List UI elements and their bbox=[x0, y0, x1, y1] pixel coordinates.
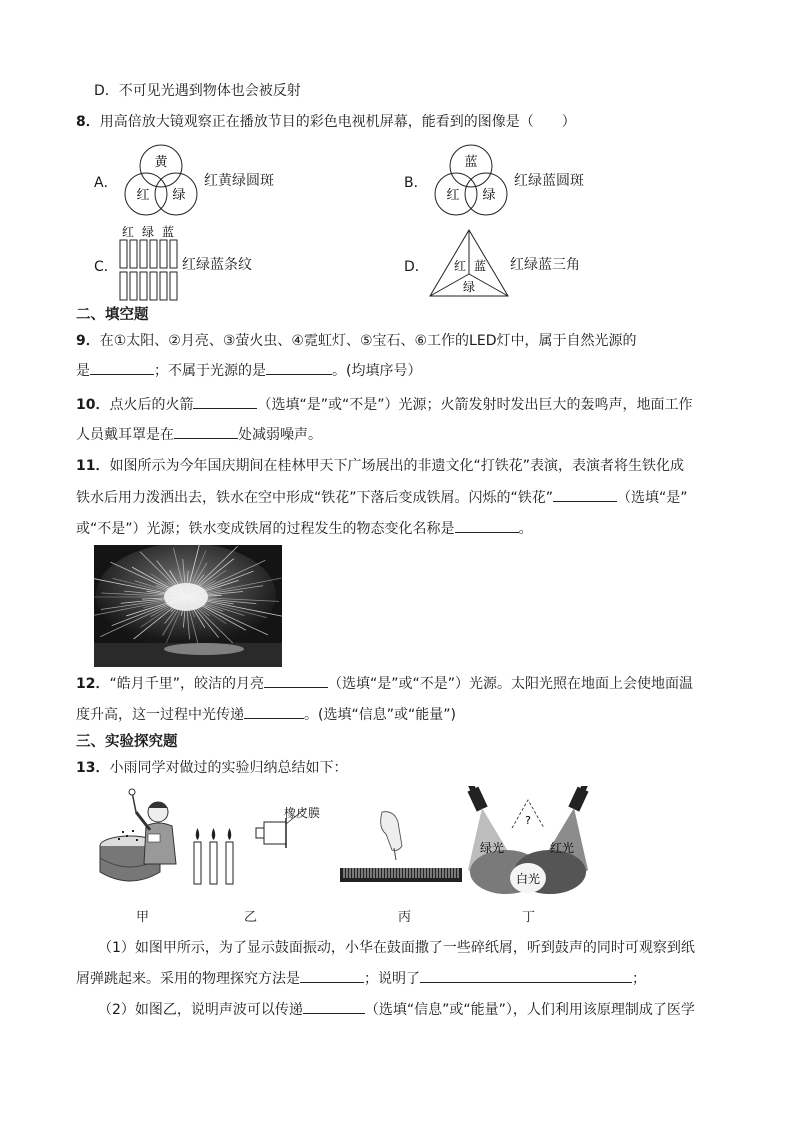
q8-option-b-figure bbox=[428, 142, 514, 220]
q8-b-right-label: 绿 bbox=[482, 188, 496, 203]
q13-fig-label-ding: 丁 bbox=[522, 910, 536, 925]
q9-blank-1[interactable] bbox=[90, 360, 154, 375]
stripe-bar bbox=[120, 272, 127, 300]
stripe-bar bbox=[150, 240, 157, 268]
q8-option-b-label: 红绿蓝圆斑 bbox=[514, 173, 584, 189]
q8-option-c-figure bbox=[118, 224, 182, 304]
stripe-bar bbox=[120, 240, 127, 268]
q13-stem: 13．小雨同学对做过的实验归纳总结如下： bbox=[76, 760, 348, 776]
q9-blank-2[interactable] bbox=[266, 360, 332, 375]
q8-d-right-label: 蓝 bbox=[473, 259, 487, 273]
q11-blank-1[interactable] bbox=[553, 487, 617, 502]
q13-fig-label-yi: 乙 bbox=[244, 910, 258, 925]
q13-figure-ding-light-mixing bbox=[462, 786, 594, 904]
stripe-bar bbox=[170, 240, 177, 268]
q11-line-1: 11．如图所示为今年国庆期间在桂林甲天下广场展出的非遗文化“打铁花”表演，表演者将生铁化成 bbox=[76, 458, 684, 474]
q8-a-top-label: 黄 bbox=[154, 155, 168, 170]
q12-line-2: 度升高，这一过程中光传递 。(选填“信息”或“能量”) bbox=[76, 704, 456, 725]
q9-line-2: 是 ；不属于光源的是 。(均填序号） bbox=[76, 360, 421, 381]
q8-option-b-letter: B． bbox=[404, 175, 428, 191]
q11-photo-iron-flowers bbox=[94, 545, 282, 667]
stripe-bar bbox=[170, 272, 177, 300]
q13-fig-label-bing: 丙 bbox=[398, 910, 412, 925]
q8-number: 8． bbox=[76, 114, 100, 130]
q10-blank-1[interactable] bbox=[193, 394, 257, 409]
q8-option-d-letter: D． bbox=[404, 259, 429, 275]
q13-white-light-label: 白光 bbox=[515, 872, 541, 886]
q13-number: 13． bbox=[76, 760, 110, 776]
stripe-bar bbox=[130, 240, 137, 268]
q10-line-2: 人员戴耳罩是在 处减弱噪声。 bbox=[76, 424, 322, 445]
q8-option-c-letter: C． bbox=[94, 259, 118, 275]
q13-figure-jia-drum bbox=[96, 786, 192, 896]
q8-option-c-label: 红绿蓝条纹 bbox=[182, 257, 252, 273]
q12-line-1: 12．“皓月千里”，皎洁的月亮 （选填“是”或“不是”）光源。太阳光照在地面上会使地面温 bbox=[76, 673, 693, 694]
q10-number: 10． bbox=[76, 397, 110, 413]
q13-blank-explains[interactable] bbox=[420, 968, 632, 983]
q10-blank-2[interactable] bbox=[174, 424, 238, 439]
q8-option-d-label: 红绿蓝三角 bbox=[510, 257, 580, 273]
q13-red-light-label: 红光 bbox=[549, 841, 575, 855]
q13-p1-line-2: 屑弹跳起来。采用的物理探究方法是 ；说明了 ； bbox=[76, 968, 646, 989]
q8-option-d-figure bbox=[428, 228, 510, 300]
q12-number: 12． bbox=[76, 676, 110, 692]
section-3-heading: 三、实验探究题 bbox=[76, 734, 178, 750]
stripe-bar bbox=[130, 272, 137, 300]
section-2-heading: 二、填空题 bbox=[76, 307, 149, 323]
stripe-bar bbox=[160, 240, 167, 268]
q9-number: 9． bbox=[76, 333, 100, 349]
q13-figure-bing-comb bbox=[336, 808, 466, 888]
q8-c-header-blue: 蓝 bbox=[161, 225, 175, 239]
q13-blank-method[interactable] bbox=[300, 968, 364, 983]
q11-blank-2[interactable] bbox=[455, 518, 519, 533]
stripe-bar bbox=[140, 272, 147, 300]
q7-option-d: D．不可见光遇到物体也会被反射 bbox=[94, 83, 301, 99]
stripe-bar bbox=[150, 272, 157, 300]
q13-p1-line-1: （1）如图甲所示，为了显示鼓面振动，小华在鼓面撒了一些碎纸屑，听到鼓声的同时可观察到纸 bbox=[98, 940, 695, 956]
q12-blank-1[interactable] bbox=[264, 673, 328, 688]
q8-stem bbox=[76, 112, 576, 132]
q13-membrane-label: 橡皮膜 bbox=[284, 806, 321, 820]
q13-green-light-label: 绿光 bbox=[479, 841, 505, 855]
q13-fig-label-jia: 甲 bbox=[136, 910, 150, 925]
q13-p2-line-1: （2）如图乙，说明声波可以传递 （选填“信息”或“能量”），人们利用该原理制成了医学 bbox=[98, 999, 695, 1020]
q8-c-header-green: 绿 bbox=[141, 225, 155, 239]
q8-option-a-letter: A． bbox=[94, 175, 118, 191]
q8-c-header-red: 红 bbox=[121, 225, 135, 239]
q11-line-2: 铁水后用力泼洒出去，铁水在空中形成“铁花”下落后变成铁屑。闪烁的“铁花” （选填“是” bbox=[76, 487, 688, 508]
q11-number: 11． bbox=[76, 458, 110, 474]
q8-b-top-label: 蓝 bbox=[464, 155, 478, 170]
q11-line-3: 或“不是”）光源；铁水变成铁屑的过程发生的物态变化名称是 。 bbox=[76, 518, 533, 539]
stripe-bar bbox=[140, 240, 147, 268]
q8-stem-text: 用高倍放大镜观察正在播放节目的彩色电视机屏幕，能看到的图像是（ ） bbox=[99, 114, 576, 130]
stripe-bar bbox=[160, 272, 167, 300]
q8-a-right-label: 绿 bbox=[172, 188, 186, 203]
q13-question-mark: ? bbox=[525, 814, 531, 827]
q8-a-left-label: 红 bbox=[136, 188, 150, 203]
q10-line-1: 10．点火后的火箭 （选填“是”或“不是”）光源；火箭发射时发出巨大的轰鸣声，地面工作 bbox=[76, 394, 693, 415]
q9-line-1: 9．在①太阳、②月亮、③萤火虫、④霓虹灯、⑤宝石、⑥工作的LED灯中，属于自然光源的 bbox=[76, 333, 637, 349]
q8-d-bottom-label: 绿 bbox=[462, 280, 476, 294]
q13-blank-info-energy[interactable] bbox=[303, 999, 365, 1014]
q8-option-a-label: 红黄绿圆斑 bbox=[204, 173, 274, 189]
q12-blank-2[interactable] bbox=[244, 704, 304, 719]
q8-d-left-label: 红 bbox=[453, 259, 467, 273]
q8-option-a-figure bbox=[118, 142, 204, 220]
q8-b-left-label: 红 bbox=[446, 188, 460, 203]
